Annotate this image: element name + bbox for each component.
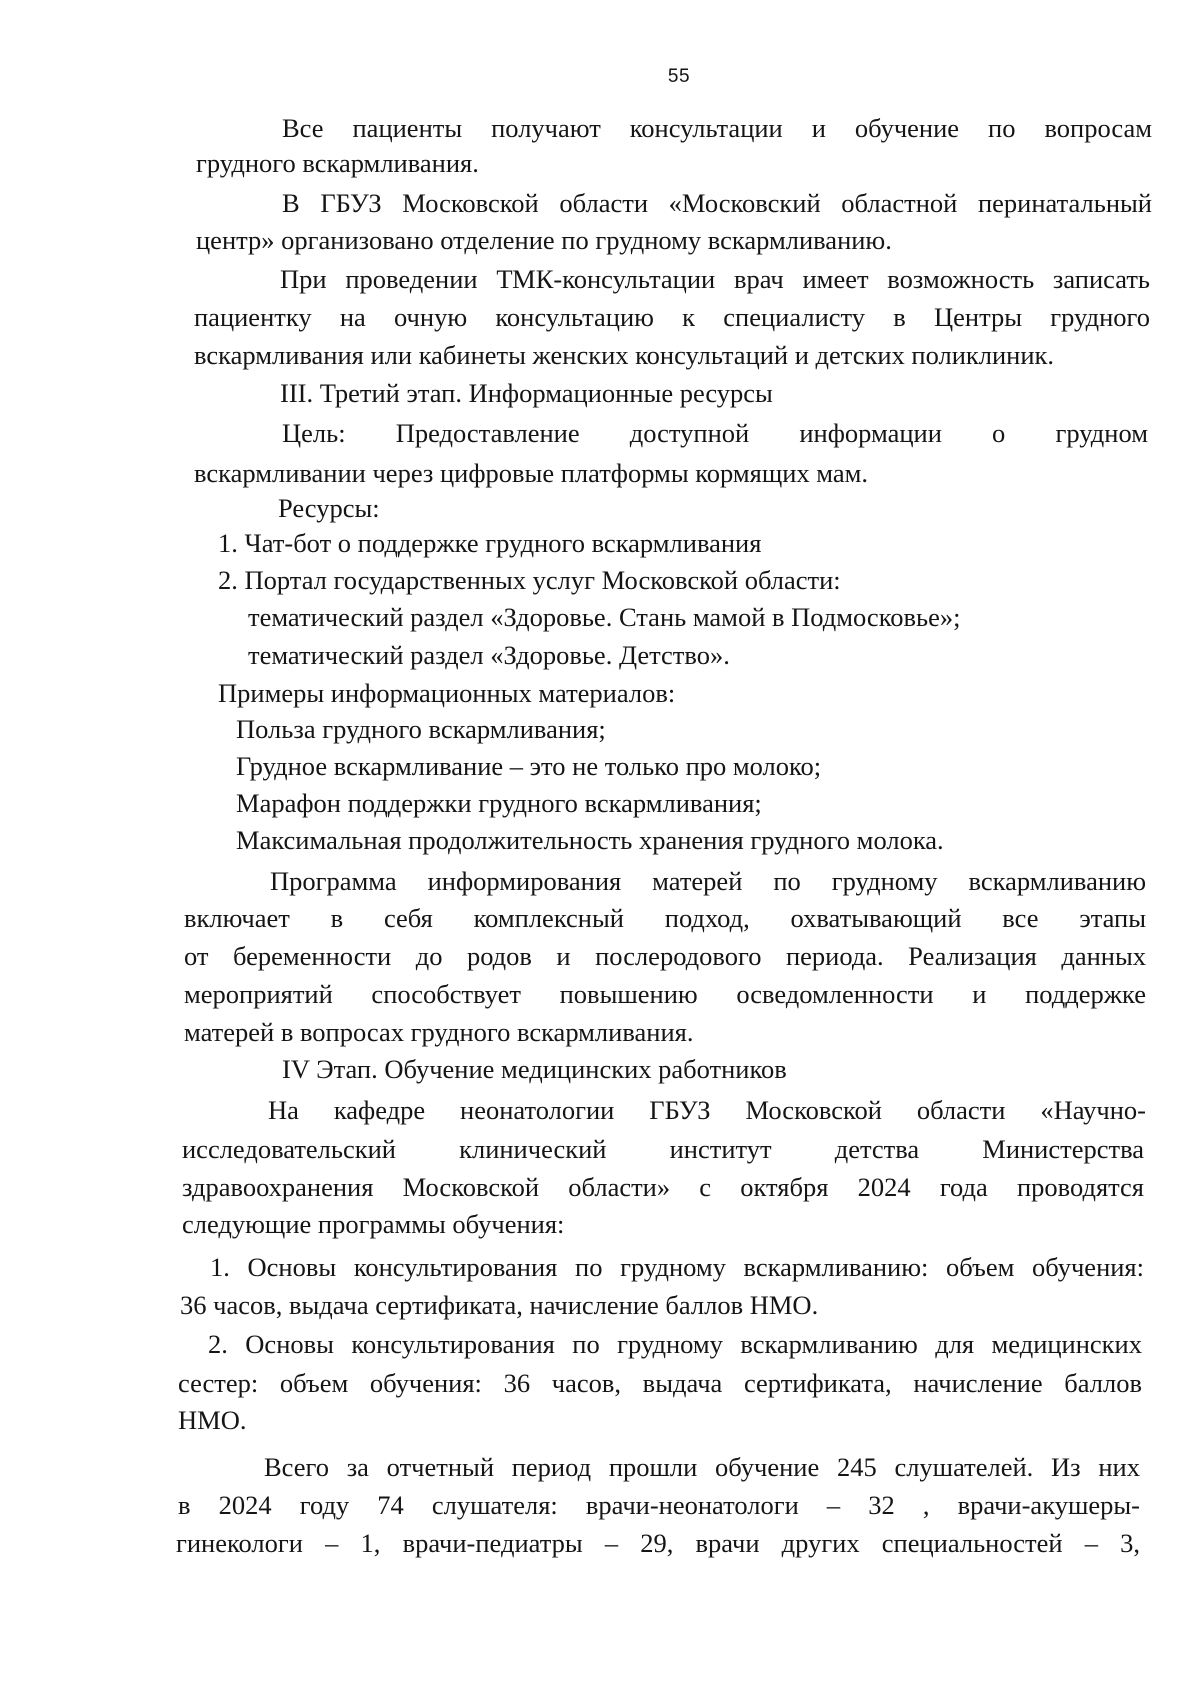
body-line: следующие программы обучения: bbox=[182, 1209, 565, 1239]
list-item: 2. Портал государственных услуг Московской области: bbox=[218, 565, 841, 595]
list-item: НМО. bbox=[178, 1405, 247, 1435]
list-item: сестер: объем обучения: 36 часов, выдача сертификата, начисление баллов bbox=[178, 1368, 1142, 1398]
body-line: Ресурсы: bbox=[278, 493, 380, 523]
body-line: Всего за отчетный период прошли обучение 245 слушателей. Из них bbox=[264, 1452, 1140, 1482]
list-item: Грудное вскармливание – это не только про молоко; bbox=[236, 751, 822, 781]
section-heading: III. Третий этап. Информационные ресурсы bbox=[280, 378, 773, 408]
body-line: вскармливании через цифровые платформы кормящих мам. bbox=[194, 458, 869, 488]
body-line: При проведении ТМК-консультации врач имеет возможность записать bbox=[280, 264, 1150, 294]
body-line: Цель: Предоставление доступной информации о грудном bbox=[282, 418, 1148, 448]
body-line: центр» организовано отделение по грудному вскармливанию. bbox=[196, 225, 892, 255]
body-line: здравоохранения Московской области» с октября 2024 года проводятся bbox=[182, 1172, 1144, 1202]
body-line: матерей в вопросах грудного вскармливания. bbox=[184, 1017, 694, 1047]
list-item: Польза грудного вскармливания; bbox=[236, 714, 606, 744]
list-item: Максимальная продолжительность хранения грудного молока. bbox=[236, 825, 944, 855]
list-item: тематический раздел «Здоровье. Стань мамой в Подмосковье»; bbox=[248, 602, 961, 632]
list-item: Марафон поддержки грудного вскармливания; bbox=[236, 788, 762, 818]
body-line: пациентку на очную консультацию к специалисту в Центры грудного bbox=[194, 302, 1150, 332]
body-line: В ГБУЗ Московской области «Московский областной перинатальный bbox=[282, 188, 1152, 218]
body-line: гинекологи – 1, врачи-педиатры – 29, врачи других специальностей – 3, bbox=[176, 1528, 1140, 1558]
body-line: от беременности до родов и послеродового периода. Реализация данных bbox=[184, 941, 1146, 971]
body-line: мероприятий способствует повышению осведомленности и поддержке bbox=[184, 979, 1146, 1009]
body-line: Все пациенты получают консультации и обучение по вопросам bbox=[282, 113, 1152, 143]
body-line: Примеры информационных материалов: bbox=[218, 678, 676, 708]
page-number: 55 bbox=[667, 66, 691, 87]
list-item: тематический раздел «Здоровье. Детство». bbox=[248, 640, 730, 670]
body-line: включает в себя комплексный подход, охватывающий все этапы bbox=[184, 903, 1146, 933]
body-line: Программа информирования матерей по грудному вскармливанию bbox=[270, 866, 1146, 896]
list-item: 1. Чат-бот о поддержке грудного вскармливания bbox=[218, 528, 762, 558]
body-line: исследовательский клинический институт детства Министерства bbox=[182, 1134, 1144, 1164]
body-line: На кафедре неонатологии ГБУЗ Московской области «Научно- bbox=[268, 1095, 1146, 1125]
list-item: 1. Основы консультирования по грудному вскармливанию: объем обучения: bbox=[210, 1252, 1144, 1282]
body-line: вскармливания или кабинеты женских консультаций и детских поликлиник. bbox=[194, 340, 1055, 370]
section-heading: IV Этап. Обучение медицинских работников bbox=[282, 1054, 787, 1084]
body-line: грудного вскармливания. bbox=[196, 148, 479, 178]
list-item: 2. Основы консультирования по грудному вскармливанию для медицинских bbox=[208, 1329, 1142, 1359]
body-line: в 2024 году 74 слушателя: врачи-неонатологи – 32 , врачи-акушеры- bbox=[178, 1490, 1140, 1520]
list-item: 36 часов, выдача сертификата, начисление баллов НМО. bbox=[180, 1290, 819, 1320]
